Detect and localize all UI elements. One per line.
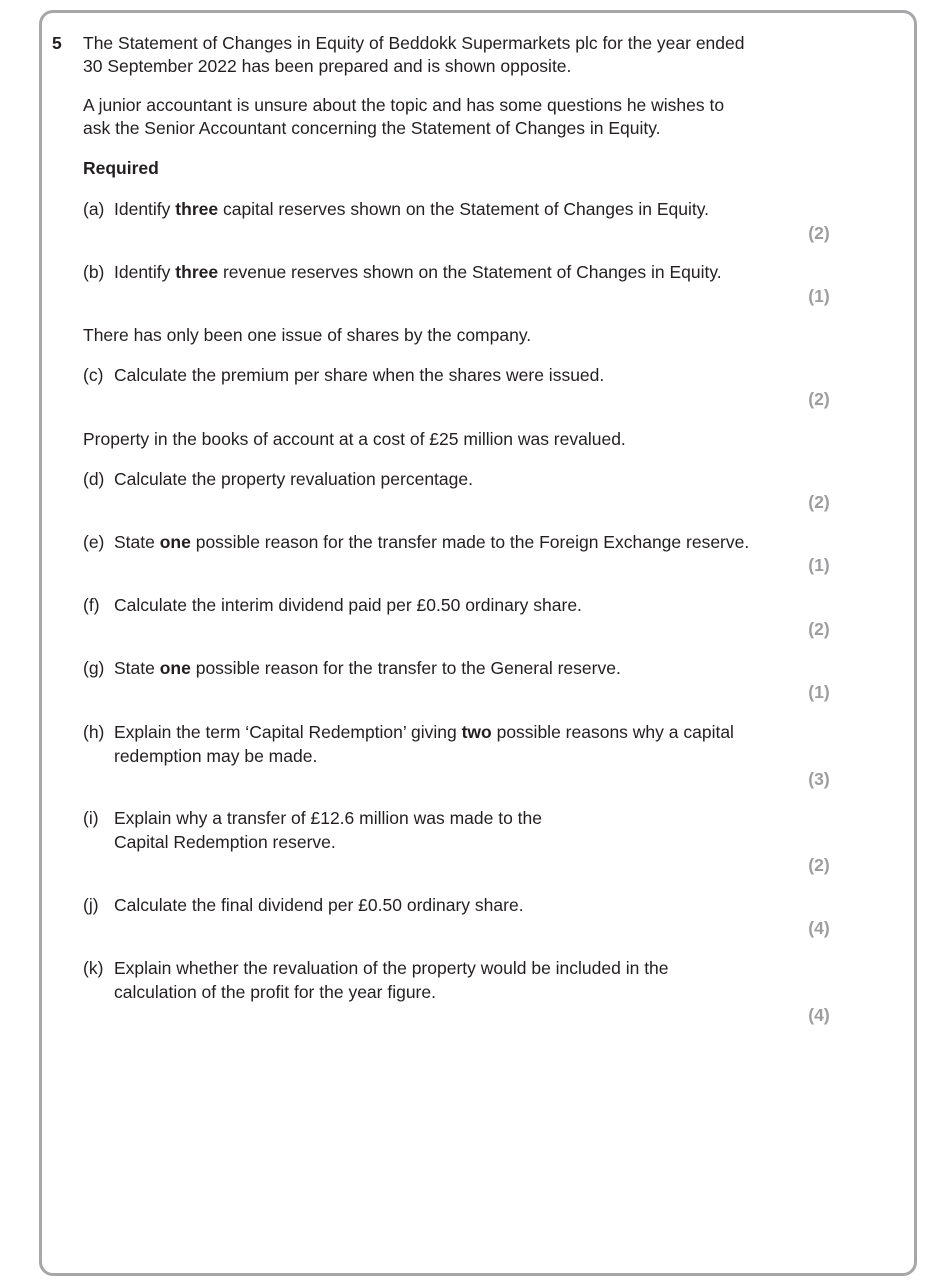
text-line (114, 807, 542, 831)
text-segment: Calculate the interim dividend paid per £0.50 ordinary share. (114, 595, 582, 615)
text-segment: State (114, 532, 160, 552)
text-segment: revenue reserves shown on the Statement of Changes in Equity. (218, 262, 722, 282)
marks-allocation: (1) (808, 682, 830, 702)
text-segment: Property in the books of account at a cost of £25 million was revalued. (83, 429, 626, 449)
marks-allocation: (2) (808, 855, 830, 875)
text-segment: State (114, 658, 160, 678)
text-line (114, 364, 604, 388)
part-label: (f) (83, 595, 100, 615)
text-line (114, 531, 749, 555)
text-segment: Explain the term ‘Capital Redemption’ giving (114, 722, 462, 742)
marks-allocation: (2) (808, 389, 830, 409)
text-line (114, 957, 669, 981)
intro-line: A junior accountant is unsure about the topic and has some questions he wishes to (83, 95, 725, 115)
marks-allocation: (2) (808, 223, 830, 243)
text-segment: possible reason for the transfer made to the Foreign Exchange reserve. (190, 532, 750, 552)
intro-line: 30 September 2022 has been prepared and is shown opposite. (83, 56, 572, 76)
text-line (114, 198, 709, 222)
marks-allocation: (2) (808, 619, 830, 639)
emphasis-text: one (159, 532, 191, 552)
emphasis-text: two (461, 722, 492, 742)
text-segment: Calculate the premium per share when the shares were issued. (114, 365, 605, 385)
text-line (114, 745, 317, 769)
text-segment: Calculate the final dividend per £0.50 ordinary share. (114, 895, 524, 915)
question-number: 5 (52, 33, 62, 53)
marks-allocation: (1) (808, 555, 830, 575)
part-label: (h) (83, 722, 105, 742)
intro-line: ask the Senior Accountant concerning the Statement of Changes in Equity. (83, 118, 661, 138)
text-line (114, 831, 336, 855)
required-heading: Required (83, 158, 159, 178)
part-label: (i) (83, 808, 99, 828)
text-line (83, 324, 531, 348)
text-segment: calculation of the profit for the year figure. (114, 981, 436, 1002)
text-line (114, 721, 734, 745)
marks-allocation: (1) (808, 286, 830, 306)
text-segment: Identify (114, 199, 176, 219)
text-line (114, 261, 722, 285)
text-segment: Calculate the property revaluation percentage. (114, 469, 473, 489)
text-segment: possible reason for the transfer to the General reserve. (190, 658, 621, 678)
part-label: (e) (83, 532, 105, 552)
marks-allocation: (4) (808, 1005, 830, 1025)
text-segment: redemption may be made. (114, 745, 318, 766)
text-segment: Identify (114, 262, 176, 282)
text-segment: Explain why a transfer of £12.6 million was made to the (114, 808, 542, 828)
marks-allocation: (4) (808, 918, 830, 938)
text-line (114, 657, 621, 681)
part-label: (g) (83, 658, 105, 678)
part-label: (c) (83, 365, 104, 385)
text-line (114, 594, 582, 618)
text-line (114, 468, 473, 492)
marks-allocation: (3) (808, 769, 830, 789)
text-segment: Capital Redemption reserve. (114, 831, 336, 852)
text-line (114, 894, 524, 918)
text-line (83, 428, 626, 452)
emphasis-text: three (175, 262, 219, 282)
text-segment: There has only been one issue of shares by the company. (83, 325, 532, 345)
marks-allocation: (2) (808, 492, 830, 512)
part-label: (j) (83, 895, 99, 915)
text-segment: Explain whether the revaluation of the property would be included in the (114, 958, 669, 978)
text-segment: possible reasons why a capital (491, 722, 734, 742)
part-label: (d) (83, 469, 105, 489)
intro-line: The Statement of Changes in Equity of Beddokk Supermarkets plc for the year ended (83, 33, 745, 53)
emphasis-text: one (159, 658, 191, 678)
part-label: (b) (83, 262, 105, 282)
part-label: (k) (83, 958, 104, 978)
text-segment: capital reserves shown on the Statement of Changes in Equity. (218, 199, 710, 219)
emphasis-text: three (175, 199, 219, 219)
part-label: (a) (83, 199, 105, 219)
text-line (114, 981, 436, 1005)
